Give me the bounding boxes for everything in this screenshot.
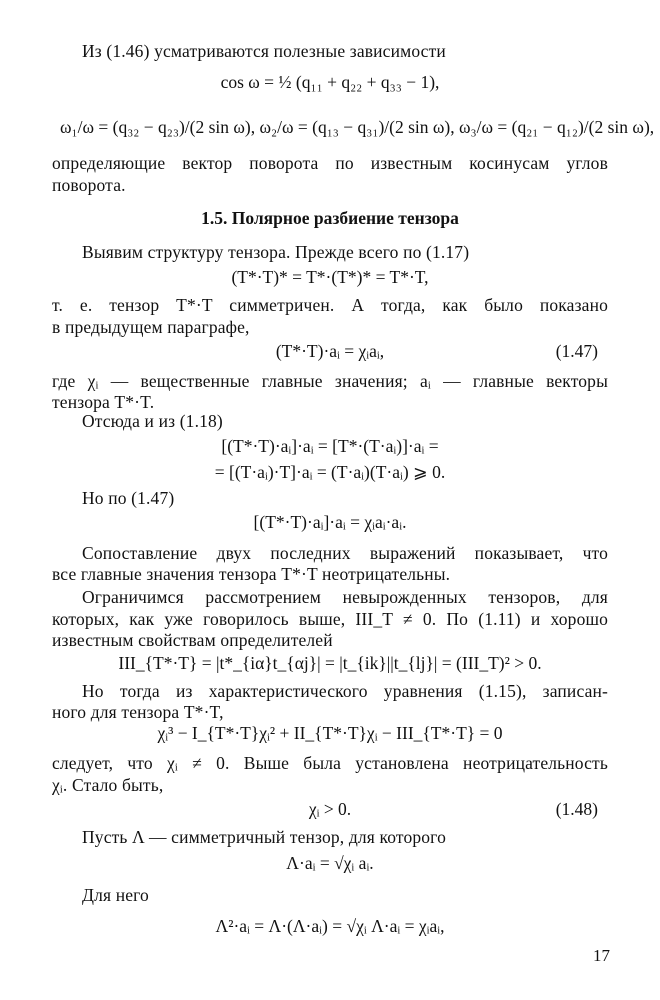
text-line: Отсюда и из (1.18) xyxy=(82,411,223,431)
text-line: известным свойствам определителей xyxy=(52,630,333,650)
text-line: Выявим структуру тензора. Прежде всего по (1.17) xyxy=(82,242,470,262)
text-line: χᵢ. Стало быть, xyxy=(52,775,164,795)
text-line: Из (1.46) усматриваются полезные зависимости xyxy=(82,41,446,61)
formula-derivation-1: [(T*·T)·aᵢ]·aᵢ = [T*·(T·aᵢ)]·aᵢ = xyxy=(221,436,439,456)
formula-eigen: (T*·T)·aᵢ = χᵢaᵢ, xyxy=(275,341,385,361)
text-line: где χᵢ — вещественные главные значения; aᵢ — главные векторы xyxy=(52,371,608,391)
text-line: которых, как уже говорилось выше, III_T ≠ 0. По (1.11) и хорошо xyxy=(52,609,608,629)
text-line: поворота. xyxy=(52,175,126,195)
text-line: Пусть Λ — симметричный тензор, для которого xyxy=(82,827,446,847)
text-line: Для него xyxy=(82,885,149,905)
text-line: Но тогда из характеристического уравнения (1.15), записан- xyxy=(82,681,608,701)
formula-cos-omega: cos ω = ½ (q₁₁ + q₂₂ + q₃₃ − 1), xyxy=(220,72,440,92)
formula-lambda: Λ·aᵢ = √χᵢ aᵢ. xyxy=(286,853,374,873)
text-line: Но по (1.47) xyxy=(82,488,175,508)
text-line: ного для тензора T*·T, xyxy=(52,702,224,722)
text-line: все главные значения тензора T*·T неотрицательны. xyxy=(52,564,451,584)
equation-number: (1.48) xyxy=(555,799,598,819)
formula-determinant: III_{T*·T} = |t*_{iα}t_{αj}| = |t_{ik}||t_{lj}| = (III_T)² > 0. xyxy=(118,653,542,673)
section-heading: 1.5. Полярное разбиение тензора xyxy=(201,208,459,228)
formula-characteristic: χᵢ³ − I_{T*·T}χᵢ² + II_{T*·T}χᵢ − III_{T*·T} = 0 xyxy=(157,723,503,743)
text-line: Сопоставление двух последних выражений показывает, что xyxy=(82,543,608,563)
text-line: Ограничимся рассмотрением невырожденных тензоров, для xyxy=(82,587,608,607)
text-line: т. е. тензор T*·T симметричен. А тогда, как было показано xyxy=(52,295,608,315)
formula-derivation-3: [(T*·T)·aᵢ]·aᵢ = χᵢaᵢ·aᵢ. xyxy=(253,512,407,532)
formula-lambda-squared: Λ²·aᵢ = Λ·(Λ·aᵢ) = √χᵢ Λ·aᵢ = χᵢaᵢ, xyxy=(215,916,445,936)
formula-derivation-2: = [(T·aᵢ)·T]·aᵢ = (T·aᵢ)(T·aᵢ) ⩾ 0. xyxy=(214,462,446,482)
text-line: в предыдущем параграфе, xyxy=(52,317,250,337)
text-line: тензора T*·T. xyxy=(52,392,155,412)
formula-adjoint-product: (T*·T)* = T*·(T*)* = T*·T, xyxy=(231,267,429,287)
text-line: определяющие вектор поворота по известным косинусам углов xyxy=(52,153,608,173)
text-line: следует, что χᵢ ≠ 0. Выше была установлена неотрицательность xyxy=(52,753,608,773)
formula-omega-components: ω₁/ω = (q₃₂ − q₂₃)/(2 sin ω), ω₂/ω = (q₁₃ − q₃₁)/(2 sin ω), ω₃/ω = (q₂₁ − q₁₂)/(2 sin ω), xyxy=(60,117,655,137)
formula-positive: χᵢ > 0. xyxy=(308,799,352,819)
page-number: 17 xyxy=(593,946,610,965)
equation-number: (1.47) xyxy=(555,341,598,361)
